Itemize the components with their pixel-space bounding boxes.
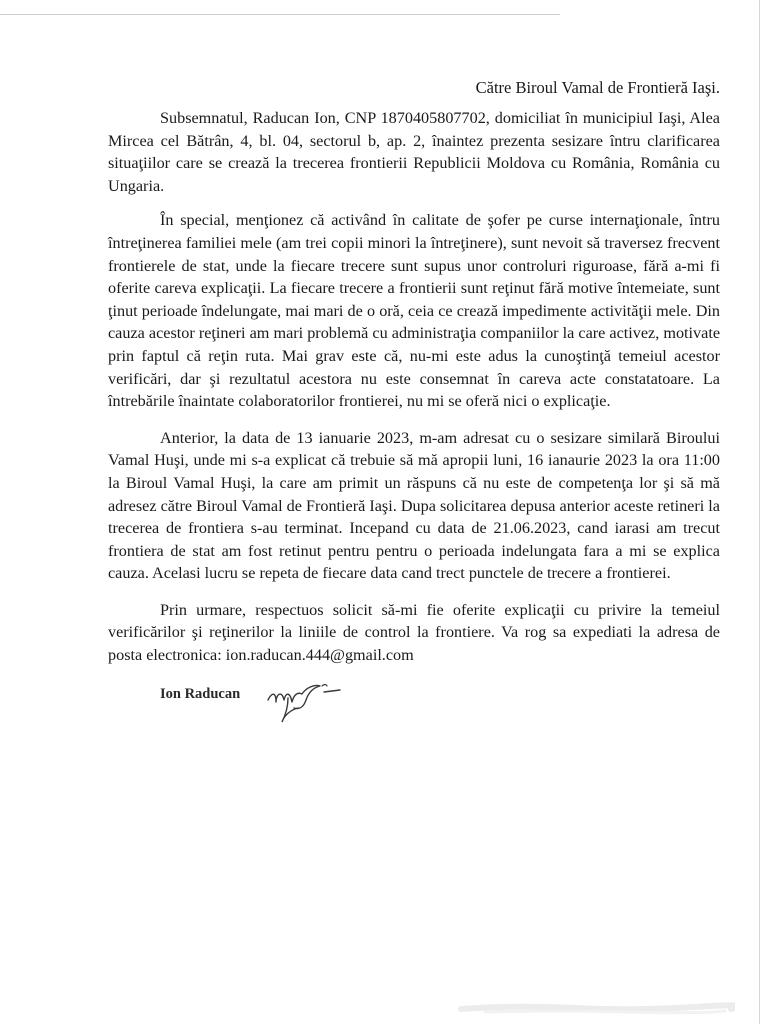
scan-smudge: [455, 1000, 735, 1016]
paragraph-introduction: Subsemnatul, Raducan Ion, CNP 1870405807702, domiciliat în municipiul Iaşi, Alea Mircea cel Bătrân, 4, bl. 04, sectorul b, ap. 2, înaintez prezenta sesizare întru clarificarea situaţiilor care se crează la trecerea frontierii Republicii Moldova cu România, România cu Ungaria.: [108, 109, 720, 195]
paragraph-request: Prin urmare, respectuos solicit să-mi fie oferite explicaţii cu privire la temeiul verificărilor şi reţinerilor la liniile de control la frontiere. Va rog sa expediati la adresa de posta electronica: ion.raducan.444@gmail.com: [108, 600, 720, 665]
scan-top-edge: [0, 14, 560, 15]
paragraph-details: În special, menţionez că activând în calitate de şofer pe curse internaţionale, întru întreţinerea familiei mele (am trei copii minori la întreţinere), sunt nevoit să traversez frecvent frontierele de stat, unde la fiecare trecere sunt supus unor controluri riguroase, fără a-mi fi oferite careva explicaţii. La fiecare trecere a frontierii sunt reţinut fără motive întemeiate, sunt ţinut perioade îndelungate, mai mari de o oră, ceia ce crează impedimente activităţii mele. Din cauza acestor reţineri am mari problemă cu administraţia companiilor la care activez, motivate prin faptul că reţin ruta. Mai grav este că, nu-mi este adus la cunoştinţă temeiul acestor verificări, dar şi rezultatul acestora nu este consemnat în careva acte constatatoare. La întrebările înaintate colaboratorilor frontierei, nu mi se oferă nici o explicaţie.: [108, 211, 720, 411]
scan-right-edge: [759, 0, 760, 1024]
signatory-name: Ion Raducan: [160, 686, 241, 702]
handwritten-signature: [264, 680, 344, 726]
letter-body: [108, 107, 720, 679]
paragraph-history: Anterior, la data de 13 ianuarie 2023, m-am adresat cu o sesizare similară Biroului Vamal Huşi, unde mi s-a explicat că trebuie să mă apropii luni, 16 ianaurie 2023 la ora 11:00 la Biroul Vamal Huşi, la care am primit un răspuns că nu este de competenţa lor şi să mă adresez către Biroul Vamal de Frontieră Iaşi. Dupa solicitarea depusa anterior aceste retineri la trecerea de frontiera s-au terminat. Incepand cu data de 21.06.2023, cand iarasi am trecut frontiera de stat am fost retinut pentru pentru o perioada indelungata fara a mi se explica cauza. Acelasi lucru se repeta de fiecare data cand trect punctele de trecere a frontierei.: [108, 428, 720, 583]
addressee-line: Către Biroul Vamal de Frontieră Iaşi.: [475, 78, 720, 97]
signature-block: [160, 680, 420, 730]
